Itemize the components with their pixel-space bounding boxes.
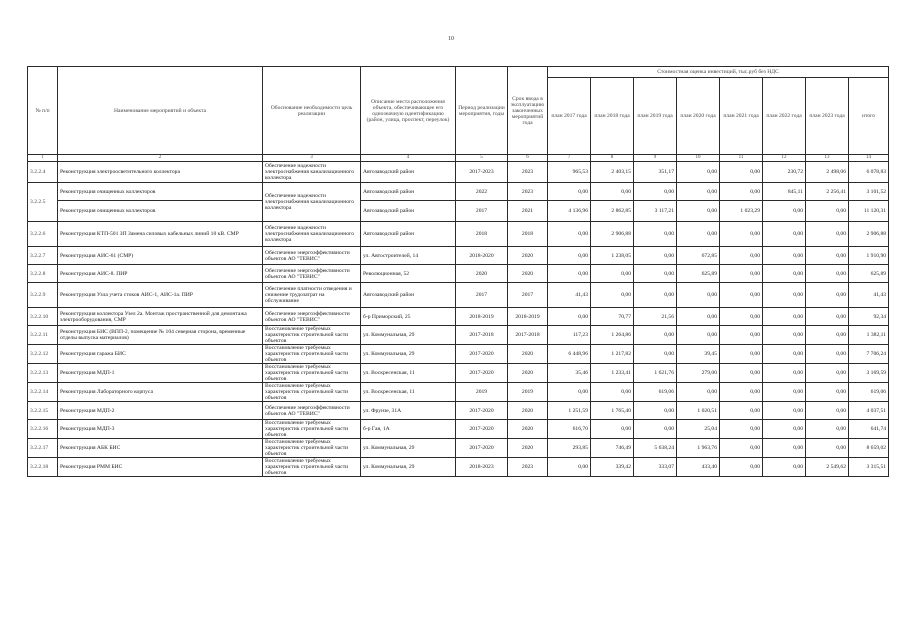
need-cell: Восстановление требуемых характеристик строительной части объектов bbox=[263, 326, 361, 345]
value-2017: 35,46 bbox=[548, 364, 591, 383]
value-2023: 0,00 bbox=[806, 364, 849, 383]
value-2019: 351,17 bbox=[634, 162, 677, 183]
value-2018: 0,00 bbox=[591, 183, 634, 201]
need-cell: Обеспечение энергоэффективности объектов АО "ТЕВИС" bbox=[263, 308, 361, 326]
value-2022: 230,72 bbox=[763, 162, 806, 183]
item-name: Реконструкция БИС (ВПП-2, помещение № 104 северная сторона, временные отделы выпуска материалов) bbox=[58, 326, 263, 345]
value-2017: 616,70 bbox=[548, 420, 591, 439]
location-cell: Автозаводский район bbox=[361, 222, 456, 247]
column-number: 13 bbox=[806, 155, 849, 162]
need-cell: Обеспечение надежности электроснабжения канализационного коллектора bbox=[263, 162, 361, 183]
location-cell: ул. Коммунальная, 29 bbox=[361, 439, 456, 458]
column-number: 10 bbox=[677, 155, 720, 162]
value-2018: 0,00 bbox=[591, 383, 634, 402]
item-code: 3.2.2.18 bbox=[28, 458, 58, 477]
value-2021: 0,00 bbox=[720, 402, 763, 420]
table-row bbox=[28, 345, 889, 364]
value-2023: 2 498,06 bbox=[806, 162, 849, 183]
value-2020: 0,00 bbox=[677, 183, 720, 201]
period-cell: 2017-2018 bbox=[456, 326, 508, 345]
value-2017: 0,00 bbox=[548, 308, 591, 326]
need-cell: Обеспечение энергоэффективности объектов АО "ТЕВИС" bbox=[263, 265, 361, 283]
value-2019: 0,00 bbox=[634, 402, 677, 420]
value-2017: 0,00 bbox=[548, 183, 591, 201]
item-name: Реконструкция Узла учета стоков АИС-1, АИС-1а. ПИР bbox=[58, 283, 263, 308]
value-2017: 1 251,59 bbox=[548, 402, 591, 420]
value-2019: 0,00 bbox=[634, 420, 677, 439]
value-2017: 0,00 bbox=[548, 222, 591, 247]
table-row bbox=[28, 308, 889, 326]
header-location: Описание места расположения объекта, обеспечивающее его однозначную идентификацию (район, улица, проспект, переулок) bbox=[361, 67, 456, 155]
value-2017: 4 136,96 bbox=[548, 201, 591, 222]
column-number: 12 bbox=[763, 155, 806, 162]
value-2018: 70,77 bbox=[591, 308, 634, 326]
table-row bbox=[28, 326, 889, 345]
value-2023: 0,00 bbox=[806, 402, 849, 420]
header-year: план 2023 года bbox=[806, 78, 849, 155]
value-2019: 0,00 bbox=[634, 326, 677, 345]
commission-cell: 2020 bbox=[508, 439, 548, 458]
value-2020: 672,85 bbox=[677, 247, 720, 265]
value-2020: 625,89 bbox=[677, 265, 720, 283]
value-2023: 0,00 bbox=[806, 308, 849, 326]
need-cell: Обеспечение надежности электроснабжения канализационного коллектора bbox=[263, 222, 361, 247]
commission-cell: 2017 bbox=[508, 283, 548, 308]
header-need: Обоснование необходимости цель реализации bbox=[263, 67, 361, 155]
value-2020: 39,45 bbox=[677, 345, 720, 364]
commission-cell: 2020 bbox=[508, 265, 548, 283]
item-name: Реконструкция КТП-501 ЗП Замена силовых кабельных линий 10 кВ. СМР bbox=[58, 222, 263, 247]
total-cell: 7 706,24 bbox=[849, 345, 889, 364]
value-2022: 0,00 bbox=[763, 201, 806, 222]
commission-cell: 2018 bbox=[508, 222, 548, 247]
header-row-1 bbox=[28, 67, 889, 78]
column-number: 8 bbox=[591, 155, 634, 162]
commission-cell: 2017-2018 bbox=[508, 326, 548, 345]
header-year: план 2020 года bbox=[677, 78, 720, 155]
value-2017: 965,53 bbox=[548, 162, 591, 183]
period-cell: 2018-2020 bbox=[456, 247, 508, 265]
value-2018: 1 233,41 bbox=[591, 364, 634, 383]
item-name: Реконструкция гаража БИС bbox=[58, 345, 263, 364]
location-cell: Революционная, 52 bbox=[361, 265, 456, 283]
table-row bbox=[28, 402, 889, 420]
value-2023: 2 549,62 bbox=[806, 458, 849, 477]
column-number: 9 bbox=[634, 155, 677, 162]
value-2020: 0,00 bbox=[677, 326, 720, 345]
value-2023: 0,00 bbox=[806, 201, 849, 222]
period-cell: 2017-2020 bbox=[456, 402, 508, 420]
item-code: 3.2.2.11 bbox=[28, 326, 58, 345]
commission-cell: 2018-2019 bbox=[508, 308, 548, 326]
value-2020: 433,40 bbox=[677, 458, 720, 477]
value-2022: 0,00 bbox=[763, 345, 806, 364]
need-cell: Обеспечение платности отведения и снижение трудозатрат на обслуживание bbox=[263, 283, 361, 308]
need-cell: Восстановление требуемых характеристик строительной части объектов bbox=[263, 439, 361, 458]
commission-cell: 2019 bbox=[508, 383, 548, 402]
commission-cell: 2020 bbox=[508, 364, 548, 383]
total-cell: 6 078,83 bbox=[849, 162, 889, 183]
table-row bbox=[28, 439, 889, 458]
value-2020: 279,00 bbox=[677, 364, 720, 383]
value-2022: 0,00 bbox=[763, 265, 806, 283]
item-code: 3.2.2.9 bbox=[28, 283, 58, 308]
location-cell: ул. Коммунальная, 29 bbox=[361, 345, 456, 364]
period-cell: 2022 bbox=[456, 183, 508, 201]
column-number: 7 bbox=[548, 155, 591, 162]
item-code: 3.2.2.10 bbox=[28, 308, 58, 326]
page-number: 10 bbox=[448, 36, 454, 42]
value-2022: 0,00 bbox=[763, 383, 806, 402]
commission-cell: 2023 bbox=[508, 183, 548, 201]
item-name: Реконструкция Лабораторного корпуса bbox=[58, 383, 263, 402]
column-number: 4 bbox=[361, 155, 456, 162]
value-2022: 0,00 bbox=[763, 247, 806, 265]
value-2022: 0,00 bbox=[763, 458, 806, 477]
item-name: Реконструкция очищенных коллекторов bbox=[58, 183, 263, 201]
header-year: план 2019 года bbox=[634, 78, 677, 155]
value-2019: 333,07 bbox=[634, 458, 677, 477]
period-cell: 2017 bbox=[456, 201, 508, 222]
column-number: 11 bbox=[720, 155, 763, 162]
commission-cell: 2020 bbox=[508, 345, 548, 364]
column-number: 1 bbox=[28, 155, 58, 162]
value-2019: 5 638,24 bbox=[634, 439, 677, 458]
value-2023: 0,00 bbox=[806, 439, 849, 458]
value-2020: 25,04 bbox=[677, 420, 720, 439]
item-name: Реконструкция МДП-3 bbox=[58, 420, 263, 439]
location-cell: Автозаводский район bbox=[361, 283, 456, 308]
value-2021: 0,00 bbox=[720, 162, 763, 183]
period-cell: 2019 bbox=[456, 383, 508, 402]
value-2021: 0,00 bbox=[720, 345, 763, 364]
value-2021: 0,00 bbox=[720, 283, 763, 308]
value-2018: 2 403,15 bbox=[591, 162, 634, 183]
value-2022: 845,11 bbox=[763, 183, 806, 201]
period-cell: 2017-2020 bbox=[456, 345, 508, 364]
value-2020: 0,00 bbox=[677, 308, 720, 326]
header-no: № п/п bbox=[28, 67, 58, 155]
location-cell: б-р Гая, 1А bbox=[361, 420, 456, 439]
value-2021: 0,00 bbox=[720, 439, 763, 458]
item-name: Реконструкция АБК БИС bbox=[58, 439, 263, 458]
value-2018: 0,00 bbox=[591, 265, 634, 283]
need-cell: Восстановление требуемых характеристик строительной части объектов bbox=[263, 458, 361, 477]
value-2020: 0,00 bbox=[677, 222, 720, 247]
value-2017: 117,23 bbox=[548, 326, 591, 345]
value-2019: 619,06 bbox=[634, 383, 677, 402]
value-2019: 0,00 bbox=[634, 247, 677, 265]
value-2020: 0,00 bbox=[677, 201, 720, 222]
need-cell: Обеспечение надежности электроснабжения канализационного коллектора bbox=[263, 183, 361, 222]
location-cell: ул. Автостроителей, 14 bbox=[361, 247, 456, 265]
item-name: Реконструкция электроосветительного коллектора bbox=[58, 162, 263, 183]
value-2020: 0,00 bbox=[677, 162, 720, 183]
column-number: 3 bbox=[263, 155, 361, 162]
value-2018: 0,00 bbox=[591, 283, 634, 308]
total-cell: 3 169,59 bbox=[849, 364, 889, 383]
item-name: Реконструкция АИС-8. ПИР bbox=[58, 265, 263, 283]
value-2019: 0,00 bbox=[634, 222, 677, 247]
item-code: 3.2.2.4 bbox=[28, 162, 58, 183]
need-cell: Восстановление требуемых характеристик строительной части объектов bbox=[263, 345, 361, 364]
location-cell: Автозаводский район bbox=[361, 183, 456, 201]
value-2017: 0,00 bbox=[548, 265, 591, 283]
value-2018: 746,49 bbox=[591, 439, 634, 458]
value-2021: 1 023,29 bbox=[720, 201, 763, 222]
value-2018: 1 238,05 bbox=[591, 247, 634, 265]
value-2021: 0,00 bbox=[720, 420, 763, 439]
value-2023: 0,00 bbox=[806, 345, 849, 364]
item-code: 3.2.2.13 bbox=[28, 364, 58, 383]
value-2023: 0,00 bbox=[806, 283, 849, 308]
need-cell: Восстановление требуемых характеристик строительной части объектов bbox=[263, 383, 361, 402]
value-2018: 1 264,86 bbox=[591, 326, 634, 345]
value-2017: 41,43 bbox=[548, 283, 591, 308]
header-year: план 2017 года bbox=[548, 78, 591, 155]
value-2018: 0,00 bbox=[591, 420, 634, 439]
item-code: 3.2.2.14 bbox=[28, 383, 58, 402]
header-period: Период реализации мероприятия, годы bbox=[456, 67, 508, 155]
value-2019: 0,00 bbox=[634, 183, 677, 201]
period-cell: 2017-2023 bbox=[456, 162, 508, 183]
value-2022: 0,00 bbox=[763, 222, 806, 247]
column-numbers-row bbox=[28, 155, 889, 162]
header-cost-group: Стоимостная оценка инвестиций, тыс.руб без НДС bbox=[548, 67, 889, 78]
value-2019: 3 117,21 bbox=[634, 201, 677, 222]
total-cell: 641,74 bbox=[849, 420, 889, 439]
value-2021: 0,00 bbox=[720, 308, 763, 326]
location-cell: ул. Воскресенская, 11 bbox=[361, 383, 456, 402]
value-2020: 1 020,51 bbox=[677, 402, 720, 420]
period-cell: 2017-2020 bbox=[456, 439, 508, 458]
item-code: 3.2.2.12 bbox=[28, 345, 58, 364]
value-2019: 21,56 bbox=[634, 308, 677, 326]
header-year: план 2021 года bbox=[720, 78, 763, 155]
item-name: Реконструкция МДП-1 bbox=[58, 364, 263, 383]
value-2021: 0,00 bbox=[720, 265, 763, 283]
commission-cell: 2020 bbox=[508, 420, 548, 439]
value-2022: 0,00 bbox=[763, 364, 806, 383]
item-name: Реконструкция коллектора Узел 2а. Монтаж пространственной для демонтажа электрооборудования, СМР bbox=[58, 308, 263, 326]
commission-cell: 2021 bbox=[508, 201, 548, 222]
value-2023: 0,00 bbox=[806, 383, 849, 402]
table-row bbox=[28, 247, 889, 265]
table-row bbox=[28, 265, 889, 283]
value-2019: 0,00 bbox=[634, 265, 677, 283]
investment-table bbox=[27, 66, 889, 477]
value-2021: 0,00 bbox=[720, 364, 763, 383]
total-cell: 3 315,51 bbox=[849, 458, 889, 477]
value-2021: 0,00 bbox=[720, 222, 763, 247]
commission-cell: 2023 bbox=[508, 458, 548, 477]
period-cell: 2017-2020 bbox=[456, 364, 508, 383]
period-cell: 2018-2023 bbox=[456, 458, 508, 477]
need-cell: Обеспечение энергоэффективности объектов АО "ТЕВИС" bbox=[263, 247, 361, 265]
value-2021: 0,00 bbox=[720, 383, 763, 402]
total-cell: 619,06 bbox=[849, 383, 889, 402]
value-2022: 0,00 bbox=[763, 326, 806, 345]
value-2018: 1 765,40 bbox=[591, 402, 634, 420]
value-2023: 0,00 bbox=[806, 420, 849, 439]
value-2018: 339,42 bbox=[591, 458, 634, 477]
value-2023: 0,00 bbox=[806, 265, 849, 283]
value-2018: 2 906,88 bbox=[591, 222, 634, 247]
item-code: 3.2.2.8 bbox=[28, 265, 58, 283]
value-2023: 0,00 bbox=[806, 247, 849, 265]
item-name: Реконструкция АИС-61 (СМР) bbox=[58, 247, 263, 265]
period-cell: 2017 bbox=[456, 283, 508, 308]
value-2022: 0,00 bbox=[763, 439, 806, 458]
item-code: 3.2.2.15 bbox=[28, 402, 58, 420]
total-cell: 4 037,51 bbox=[849, 402, 889, 420]
commission-cell: 2020 bbox=[508, 402, 548, 420]
value-2023: 2 256,41 bbox=[806, 183, 849, 201]
location-cell: Автозаводский район bbox=[361, 162, 456, 183]
value-2023: 0,00 bbox=[806, 222, 849, 247]
table-row bbox=[28, 458, 889, 477]
item-code: 3.2.2.16 bbox=[28, 420, 58, 439]
item-name: Реконструкция РММ БИС bbox=[58, 458, 263, 477]
period-cell: 2017-2020 bbox=[456, 420, 508, 439]
item-code: 3.2.2.7 bbox=[28, 247, 58, 265]
location-cell: ул. Коммунальная, 29 bbox=[361, 326, 456, 345]
column-number: 6 bbox=[508, 155, 548, 162]
item-name: Реконструкция МДП-2 bbox=[58, 402, 263, 420]
value-2017: 0,00 bbox=[548, 383, 591, 402]
need-cell: Восстановление требуемых характеристик строительной части объектов bbox=[263, 364, 361, 383]
value-2017: 0,00 bbox=[548, 247, 591, 265]
period-cell: 2018-2019 bbox=[456, 308, 508, 326]
location-cell: ул. Фрунзе, 31А bbox=[361, 402, 456, 420]
table-row bbox=[28, 383, 889, 402]
header-year: план 2022 года bbox=[763, 78, 806, 155]
value-2022: 0,00 bbox=[763, 402, 806, 420]
table-row bbox=[28, 364, 889, 383]
table-row bbox=[28, 283, 889, 308]
item-name: Реконструкция очищенных коллекторов bbox=[58, 201, 263, 222]
total-cell: 11 120,31 bbox=[849, 201, 889, 222]
value-2020: 0,00 bbox=[677, 283, 720, 308]
table-row bbox=[28, 420, 889, 439]
total-cell: 625,89 bbox=[849, 265, 889, 283]
need-cell: Обеспечение энергоэффективности объектов АО "ТЕВИС" bbox=[263, 402, 361, 420]
location-cell: б-р Приморский, 25 bbox=[361, 308, 456, 326]
header-commission: Срок ввода в эксплуатацию законченных мероприятий года bbox=[508, 67, 548, 155]
header-year: план 2018 года bbox=[591, 78, 634, 155]
column-number: 2 bbox=[58, 155, 263, 162]
need-cell: Восстановление требуемых характеристик строительной части объектов bbox=[263, 420, 361, 439]
commission-cell: 2020 bbox=[508, 247, 548, 265]
commission-cell: 2023 bbox=[508, 162, 548, 183]
location-cell: ул. Коммунальная, 29 bbox=[361, 458, 456, 477]
total-cell: 8 659,02 bbox=[849, 439, 889, 458]
total-cell: 41,43 bbox=[849, 283, 889, 308]
total-cell: 3 101,52 bbox=[849, 183, 889, 201]
table-row bbox=[28, 162, 889, 183]
item-code: 3.2.2.6 bbox=[28, 222, 58, 247]
item-code: 3.2.2.17 bbox=[28, 439, 58, 458]
location-cell: ул. Воскресенская, 11 bbox=[361, 364, 456, 383]
value-2021: 0,00 bbox=[720, 326, 763, 345]
value-2017: 293,85 bbox=[548, 439, 591, 458]
total-cell: 92,34 bbox=[849, 308, 889, 326]
value-2022: 0,00 bbox=[763, 308, 806, 326]
period-cell: 2020 bbox=[456, 265, 508, 283]
total-cell: 1 382,11 bbox=[849, 326, 889, 345]
value-2020: 1 963,76 bbox=[677, 439, 720, 458]
column-number: 14 bbox=[849, 155, 889, 162]
header-total: итого bbox=[849, 78, 889, 155]
value-2021: 0,00 bbox=[720, 458, 763, 477]
location-cell: Автозаводский район bbox=[361, 201, 456, 222]
value-2022: 0,00 bbox=[763, 420, 806, 439]
item-code: 3.2.2.5 bbox=[28, 183, 58, 222]
value-2018: 1 217,82 bbox=[591, 345, 634, 364]
value-2021: 0,00 bbox=[720, 247, 763, 265]
total-cell: 1 910,90 bbox=[849, 247, 889, 265]
column-number: 5 bbox=[456, 155, 508, 162]
value-2019: 0,00 bbox=[634, 283, 677, 308]
value-2023: 0,00 bbox=[806, 326, 849, 345]
table-row bbox=[28, 222, 889, 247]
total-cell: 2 906,88 bbox=[849, 222, 889, 247]
header-name: Наименование мероприятий и объекта bbox=[58, 67, 263, 155]
period-cell: 2018 bbox=[456, 222, 508, 247]
value-2017: 0,00 bbox=[548, 458, 591, 477]
value-2018: 2 862,85 bbox=[591, 201, 634, 222]
value-2017: 6 448,96 bbox=[548, 345, 591, 364]
value-2021: 0,00 bbox=[720, 183, 763, 201]
value-2022: 0,00 bbox=[763, 283, 806, 308]
value-2019: 0,00 bbox=[634, 345, 677, 364]
table-row bbox=[28, 201, 889, 222]
table-row bbox=[28, 183, 889, 201]
value-2019: 1 621,76 bbox=[634, 364, 677, 383]
value-2020: 0,00 bbox=[677, 383, 720, 402]
